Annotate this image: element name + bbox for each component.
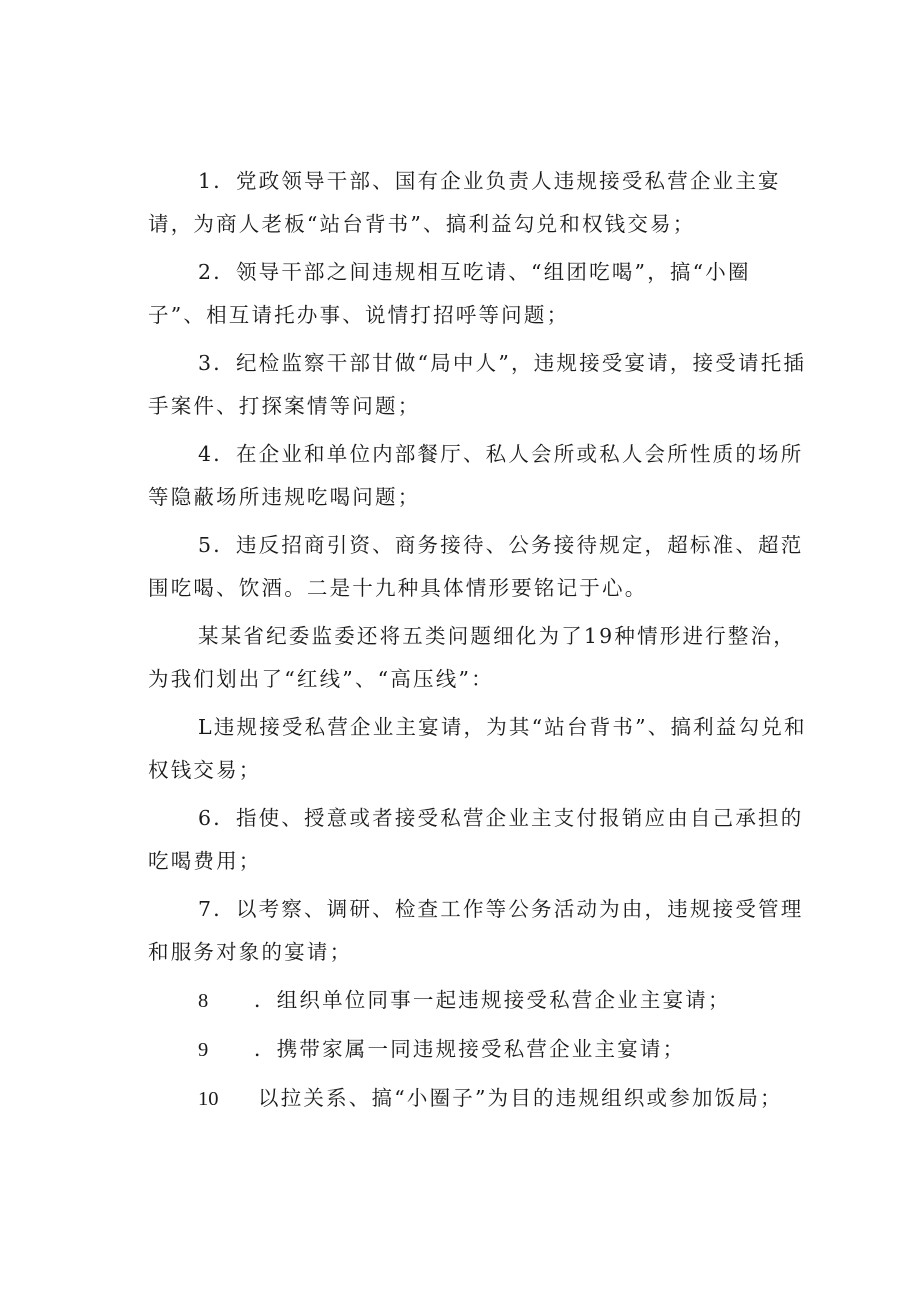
- paragraph-situation-7: 7．以考察、调研、检查工作等公务活动为由，违规接受管理和服务对象的宴请；: [148, 897, 804, 964]
- paragraph-item-5: 5．违反招商引资、商务接待、公务接待规定，超标准、超范围吃喝、饮酒。二是十九种具体情形要铭记于心。: [148, 533, 804, 600]
- paragraph-item-4: 4．在企业和单位内部餐厅、私人会所或私人会所性质的场所等隐蔽场所违规吃喝问题；: [148, 442, 804, 509]
- paragraph-item-2: 2．领导干部之间违规相互吃请、“组团吃喝”，搞“小圈子”、相互请托办事、说情打招呼等问题；: [148, 260, 751, 327]
- item-text: ．组织单位同事一起违规接受私营企业主宴请；: [254, 988, 731, 1012]
- item-number: 10: [198, 1088, 219, 1110]
- paragraph-item-3: 3．纪检监察干部甘做“局中人”，违规接受宴请，接受请托插手案件、打探案情等问题；: [148, 351, 807, 418]
- item-text: ．携带家属一同违规接受私营企业主宴请；: [254, 1037, 686, 1061]
- document-body: [148, 160, 808, 1126]
- numbered-item-8: [148, 979, 808, 1023]
- numbered-item-10: [148, 1077, 808, 1121]
- paragraph-situation-6: 6．指使、授意或者接受私营企业主支付报销应由自己承担的吃喝费用；: [148, 806, 804, 873]
- item-number: 8: [198, 990, 209, 1012]
- paragraph-intro-19-situations: 某某省纪委监委还将五类问题细化为了19种情形进行整治，为我们划出了“红线”、“高压线”：: [148, 624, 796, 691]
- item-number: 9: [198, 1039, 209, 1061]
- numbered-item-9: [148, 1028, 808, 1072]
- item-text: 以拉关系、搞“小圈子”为目的违规组织或参加饭局；: [258, 1086, 783, 1110]
- paragraph-item-1: 1．党政领导干部、国有企业负责人违规接受私营企业主宴请，为商人老板“站台背书”、搞利益勾兑和权钱交易；: [148, 169, 781, 236]
- paragraph-situation-1: L违规接受私营企业主宴请，为其“站台背书”、搞利益勾兑和权钱交易；: [148, 715, 807, 782]
